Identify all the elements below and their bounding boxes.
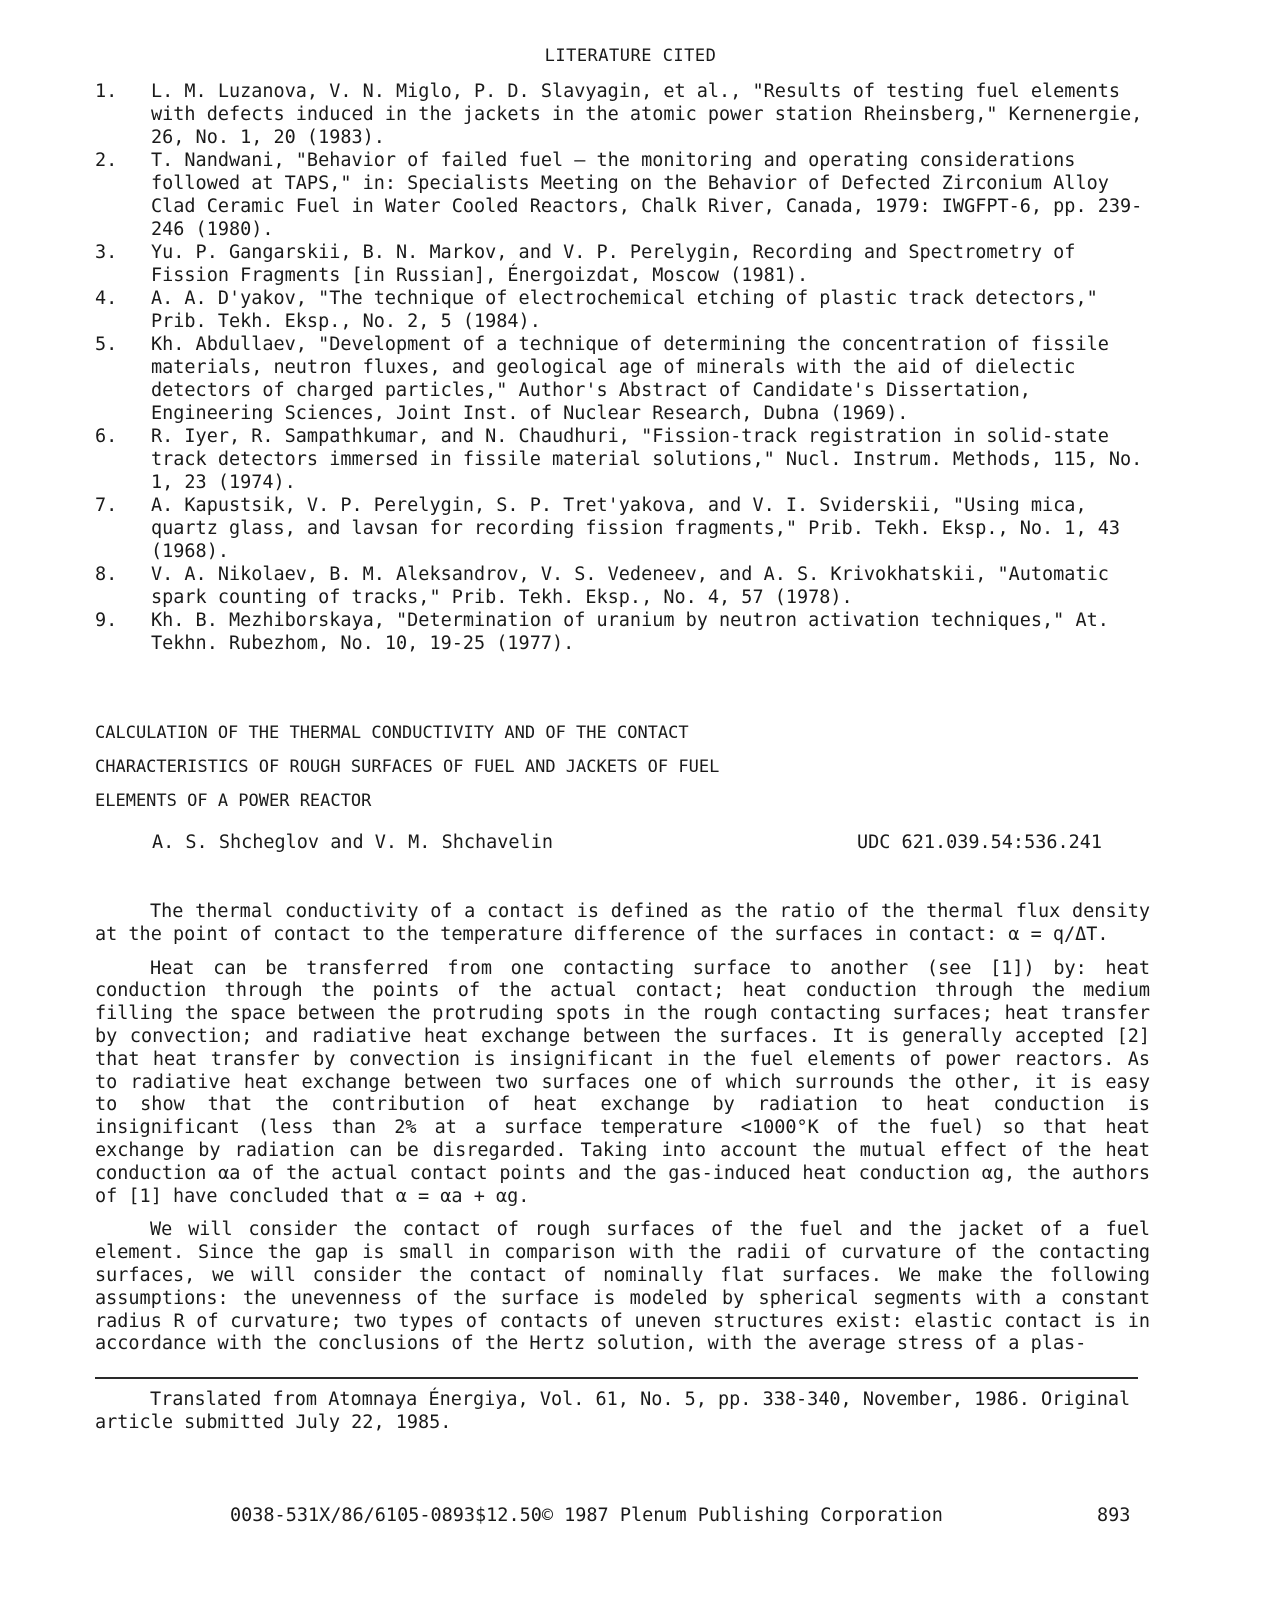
reference-item <box>95 287 1155 333</box>
reference-number: 1. <box>95 81 118 102</box>
reference-number: 5. <box>95 334 118 355</box>
publisher-footer: 0038-531X/86/6105-0893$12.50© 1987 Plenum Publishing Corporation <box>230 1505 943 1526</box>
reference-item <box>95 241 1155 287</box>
reference-item <box>95 494 1155 563</box>
reference-number: 6. <box>95 426 118 447</box>
udc-code: UDC 621.039.54:536.241 <box>857 832 1103 853</box>
reference-list <box>95 80 1155 655</box>
body-paragraph: We will consider the contact of rough surfaces of the fuel and the jacket of a fuel element. Since the gap is small in comparison with the radii of curvature of the contacting surfaces, we will consider the contact of nominally flat surfaces. We make the following assumptions: the unevenness of the surface is modeled by spherical segments with a constant radius R of curvature; two types of contacts of uneven structures exist: elastic contact is in accordance with the conclusions of the Hertz solution, with the average stress of a plas- <box>95 1219 1150 1355</box>
reference-number: 7. <box>95 495 118 516</box>
footnote-divider <box>95 1377 1138 1379</box>
reference-text: V. A. Nikolaev, B. M. Aleksandrov, V. S. Vedeneev, and A. S. Krivokhatskii, "Automatic spark counting of tracks," Prib. Tekh. Eksp., No. 4, 57 (1978). <box>151 564 1109 608</box>
body-paragraph: The thermal conductivity of a contact is defined as the ratio of the thermal flux density at the point of contact to the temperature difference of the surfaces in contact: α = q/ΔT. <box>95 901 1150 945</box>
reference-item <box>95 149 1155 241</box>
reference-number: 4. <box>95 288 118 309</box>
literature-cited-heading: LITERATURE CITED <box>544 46 717 66</box>
reference-number: 3. <box>95 242 118 263</box>
reference-item <box>95 333 1155 425</box>
reference-item <box>95 563 1155 609</box>
reference-item <box>95 609 1155 655</box>
reference-text: A. Kapustsik, V. P. Perelygin, S. P. Tret'yakova, and V. I. Sviderskii, "Using mica, quartz glass, and lavsan for recording fission fragments," Prib. Tekh. Eksp., No. 1, 43 (1968). <box>151 495 1121 562</box>
reference-number: 8. <box>95 564 118 585</box>
article-title <box>95 716 855 818</box>
reference-number: 9. <box>95 610 118 631</box>
article-body <box>95 901 1150 1367</box>
article-title-line: ELEMENTS OF A POWER REACTOR <box>95 791 372 811</box>
body-paragraph: Heat can be transferred from one contacting surface to another (see [1]) by: heat conduction through the points of the actual contact; heat conduction through the medium filling the space between the protruding spots in the rough contacting surfaces; heat transfer by convection; and radiative heat exchange between the surfaces. It is generally accepted [2] that heat transfer by convection is insignificant in the fuel elements of power reactors. As to radiative heat exchange between two surfaces one of which surrounds the other, it is easy to show that the contribution of heat exchange by radiation to heat conduction is insignificant (less than 2% at a surface temperature <1000°K of the fuel) so that heat exchange by radiation can be disregarded. Taking into account the mutual effect of the heat conduction αa of the actual contact points and the gas-induced heat conduction αg, the authors of [1] have concluded that α = αa + αg. <box>95 957 1150 1207</box>
article-title-line: CHARACTERISTICS OF ROUGH SURFACES OF FUEL AND JACKETS OF FUEL <box>95 757 720 777</box>
reference-item <box>95 80 1155 149</box>
reference-text: Yu. P. Gangarskii, B. N. Markov, and V. P. Perelygin, Recording and Spectrometry of Fission Fragments [in Russian], Énergoizdat, Moscow (1981). <box>151 242 1076 286</box>
article-authors: A. S. Shcheglov and V. M. Shchavelin <box>152 832 553 853</box>
reference-text: A. A. D'yakov, "The technique of electrochemical etching of plastic track detectors," Prib. Tekh. Eksp., No. 2, 5 (1984). <box>151 288 1098 332</box>
page-number: 893 <box>1097 1505 1131 1526</box>
reference-item <box>95 425 1155 494</box>
reference-text: Kh. Abdullaev, "Development of a technique of determining the concentration of fissile materials, neutron fluxes, and geological age of minerals with the aid of dielectic detectors of charged particles," Author's Abstract of Candidate's Dissertation, Engineering Sciences, Joint Inst. of Nuclear Research, Dubna (1969). <box>151 334 1109 424</box>
reference-number: 2. <box>95 150 118 171</box>
reference-text: L. M. Luzanova, V. N. Miglo, P. D. Slavyagin, et al., "Results of testing fuel elements with defects induced in the jackets in the atomic power station Rheinsberg," Kernenergie, 26, No. 1, 20 (1983). <box>151 81 1143 148</box>
reference-text: T. Nandwani, "Behavior of failed fuel — the monitoring and operating considerations followed at TAPS," in: Specialists Meeting on the Behavior of Defected Zirconium Alloy Clad Ceramic Fuel in Water Cooled Reactors, Chalk River, Canada, 1979: IWGFPT-6, pp. 239-246 (1980). <box>151 150 1143 240</box>
reference-text: R. Iyer, R. Sampathkumar, and N. Chaudhuri, "Fission-track registration in solid-state track detectors immersed in fissile material solutions," Nucl. Instrum. Methods, 115, No. 1, 23 (1974). <box>151 426 1143 493</box>
reference-text: Kh. B. Mezhiborskaya, "Determination of uranium by neutron activation techniques," At. Tekhn. Rubezhom, No. 10, 19-25 (1977). <box>151 610 1109 654</box>
translation-note: Translated from Atomnaya Énergiya, Vol. 61, No. 5, pp. 338-340, November, 1986. Original article submitted July 22, 1985. <box>95 1389 1131 1433</box>
article-title-line: CALCULATION OF THE THERMAL CONDUCTIVITY AND OF THE CONTACT <box>95 723 689 743</box>
